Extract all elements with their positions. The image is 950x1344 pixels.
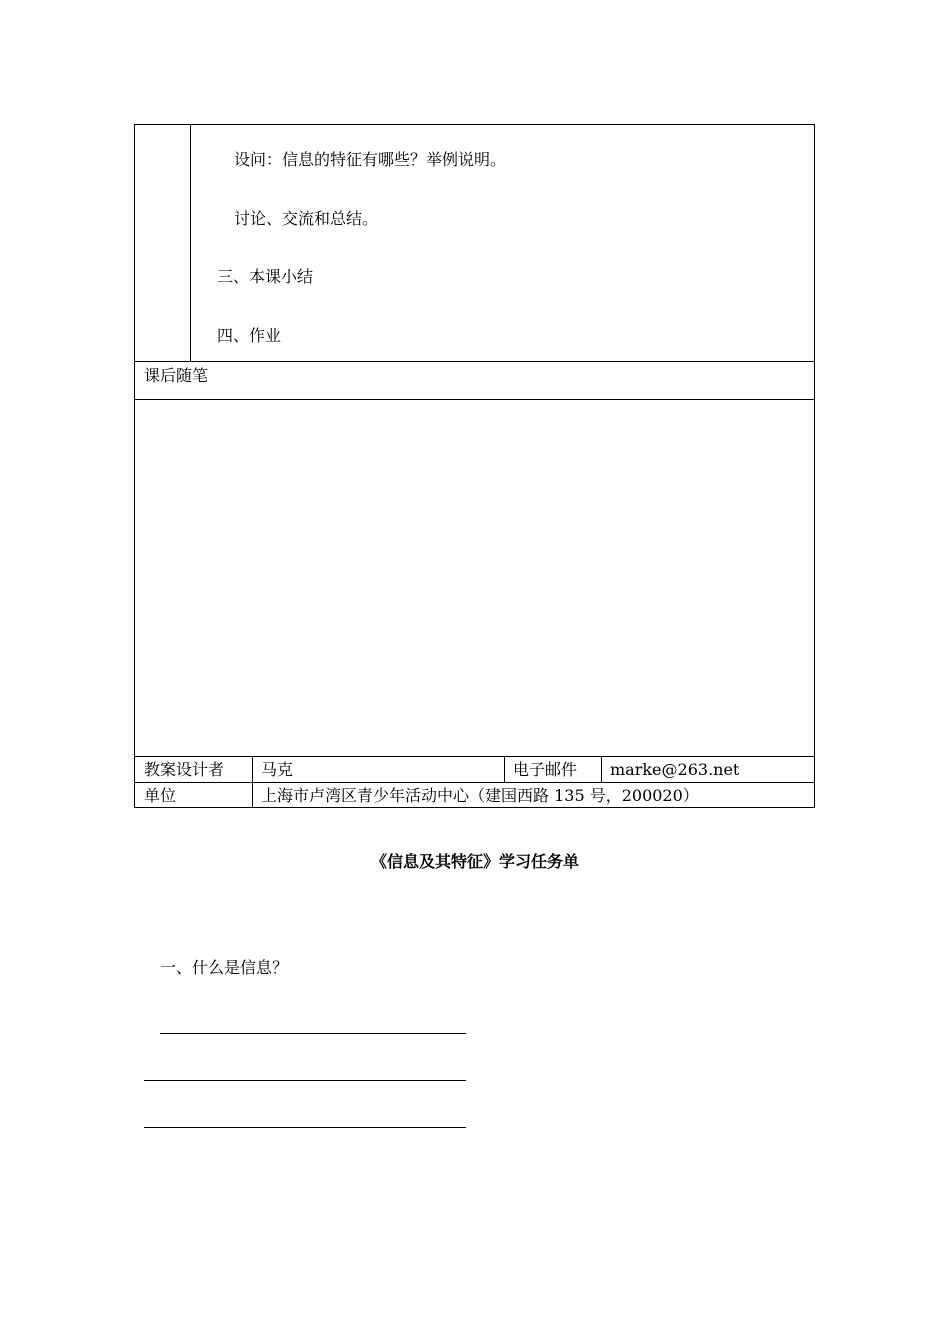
notes-label: 课后随笔 xyxy=(144,366,209,385)
table-divider-unit xyxy=(134,782,815,783)
answer-line-2[interactable] xyxy=(144,1080,466,1081)
table-divider-notes xyxy=(134,361,815,362)
worksheet-title: 《信息及其特征》学习任务单 xyxy=(370,852,579,871)
question-1: 一、什么是信息？ xyxy=(160,958,289,977)
table-email-label-left-divider xyxy=(504,756,505,782)
designer-label: 教案设计者 xyxy=(144,760,225,779)
table-right-border xyxy=(814,124,815,807)
table-email-value-left-divider xyxy=(601,756,602,782)
table-inner-column-divider xyxy=(190,124,191,361)
body-line-discussion: 讨论、交流和总结。 xyxy=(234,209,379,228)
body-line-summary-heading: 三、本课小结 xyxy=(217,267,314,286)
email-value[interactable]: marke@263.net xyxy=(610,760,740,779)
table-divider-designer xyxy=(134,756,815,757)
table-label-column-divider xyxy=(252,756,253,807)
answer-line-1[interactable] xyxy=(160,1033,466,1034)
unit-label: 单位 xyxy=(144,786,177,805)
notes-area xyxy=(135,400,814,756)
answer-line-3[interactable] xyxy=(144,1127,466,1128)
table-bottom-border xyxy=(134,807,815,808)
designer-name: 马克 xyxy=(261,760,294,779)
body-line-question: 设问：信息的特征有哪些？举例说明。 xyxy=(234,150,507,169)
table-top-border xyxy=(134,124,815,125)
body-line-homework-heading: 四、作业 xyxy=(217,326,282,345)
unit-value: 上海市卢湾区青少年活动中心（建国西路 135 号，200020） xyxy=(261,786,699,805)
email-label: 电子邮件 xyxy=(513,760,578,779)
